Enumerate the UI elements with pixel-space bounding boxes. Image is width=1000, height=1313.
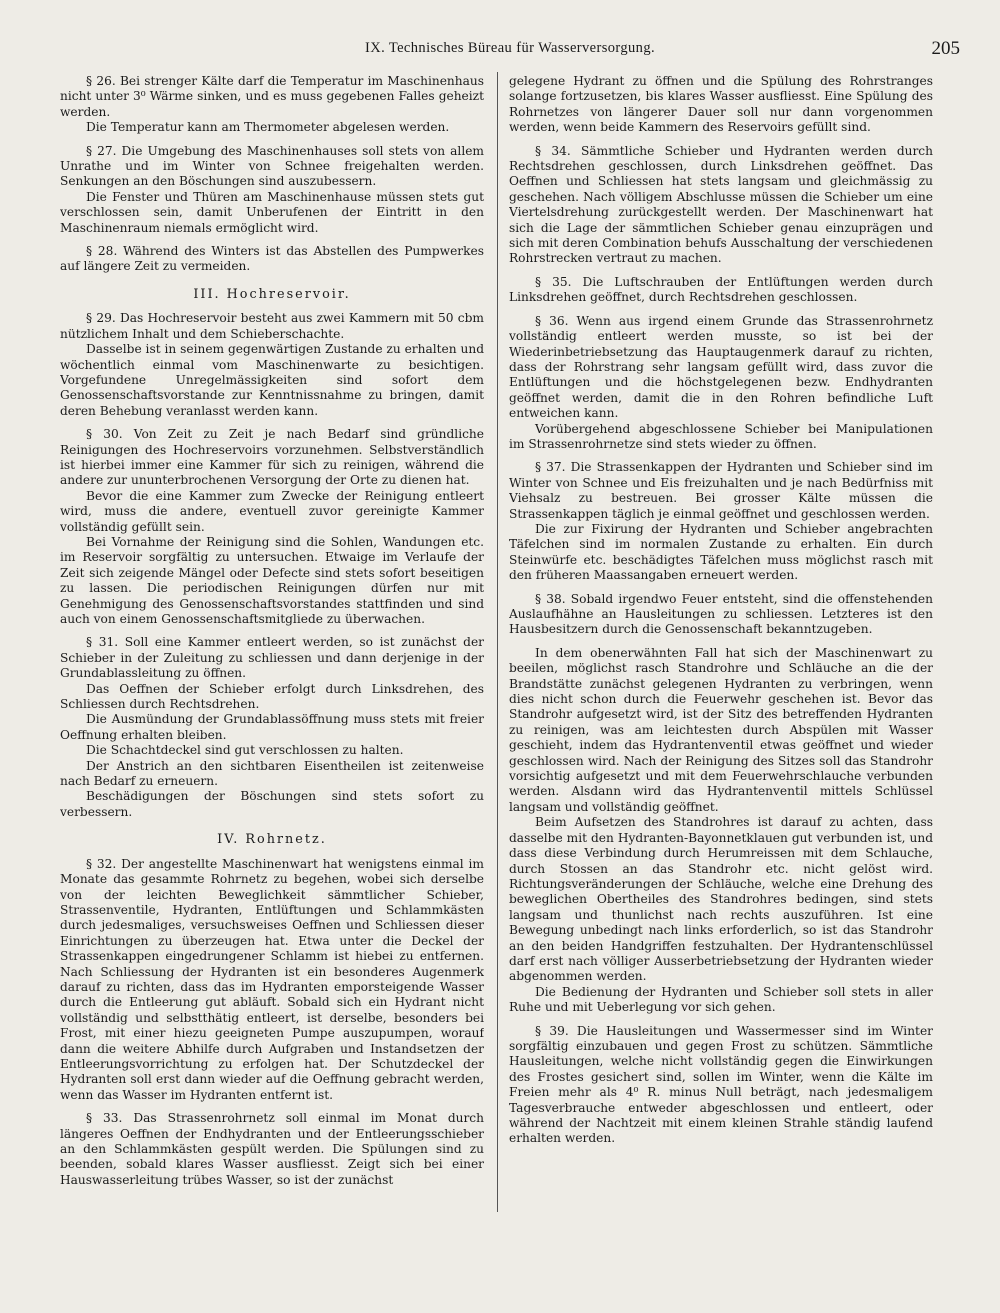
paragraph: § 31. Soll eine Kammer entleert werden, so ist zunächst der Schieber in der Zuleitung zu schliessen und dann derjenige in der Grundablassleitung zu öffnen. <box>60 635 484 681</box>
paragraph: § 30. Von Zeit zu Zeit je nach Bedarf sind gründliche Reinigungen des Hochreservoirs vorzunehmen. Selbstverständlich ist hierbei immer eine Kammer für sich zu reinigen, während die andere zur ununterbrochenen Versorgung der Orte zu dienen hat. <box>60 427 484 488</box>
paragraph: Die zur Fixirung der Hydranten und Schieber angebrachten Täfelchen sind im normalen Zustande zu erhalten. Ein durch Steinwürfe etc. beschädigtes Täfelchen muss möglichst rasch mit den früheren Maassangaben erneuert werden. <box>509 521 933 583</box>
column-divider <box>497 72 498 1212</box>
paragraph: Die Ausmündung der Grundablassöffnung muss stets mit freier Oeffnung erhalten bleiben. <box>60 712 484 742</box>
paragraph: § 36. Wenn aus irgend einem Grunde das Strassenrohrnetz vollständig entleert werden musste, so ist bei der Wiederinbetriebsetzung das Hauptaugenmerk darauf zu richten, dass der Rohrstrang sehr langsam gefüllt wird, dass zuvor die Entlüftungen und die höchstgelegenen bezw. Endhydranten geöffnet werden, damit die in den Rohren befindliche Luft entweichen kann. <box>509 313 933 421</box>
paragraph: Die Temperatur kann am Thermometer abgelesen werden. <box>86 120 450 135</box>
paragraph: Bevor die eine Kammer zum Zwecke der Reinigung entleert wird, muss die andere, eventuell zuvor gereinigte Kammer vollständig gefüllt sein. <box>60 488 484 534</box>
running-header <box>60 38 960 60</box>
paragraph: gelegene Hydrant zu öffnen und die Spülung des Rohrstranges solange fortzusetzen, bis klares Wasser ausfliesst. Eine Spülung des Rohrnetzes von längerer Dauer soll nur dann vorgenommen werden, wenn beide Kammern des Reservoirs gefüllt sind. <box>509 74 933 135</box>
page-number: 205 <box>931 38 960 59</box>
paragraph: § 27. Die Umgebung des Maschinenhauses soll stets von allem Unrathe und im Winter von Schnee freigehalten werden. Senkungen an den Böschungen sind auszubessern. <box>60 143 484 189</box>
paragraph: Beim Aufsetzen des Standrohres ist darauf zu achten, dass dasselbe mit den Hydranten-Bayonnetklauen gut verbunden ist, und dass diese Verbindung durch Herumreissen mit dem Schlauche, durch Stossen an das Standrohr etc. nicht gelöst wird. Richtungsveränderungen der Schläuche, welche eine Drehung des beweglichen Obertheiles des Standrohres bedingen, sind stets langsam und thunlichst nach rechts auszuführen. Ist eine Bewegung unbedingt nach links erforderlich, so ist das Standrohr an den beiden Handgriffen festzuhalten. Der Hydrantenschlüssel darf erst nach völliger Ausserbetriebsetzung der Hydranten wieder abgenommen werden. <box>509 815 933 984</box>
paragraph: § 26. Bei strenger Kälte darf die Temperatur im Maschinenhaus nicht unter 3⁰ Wärme sinken, und es muss gegebenen Falles geheizt werden. <box>60 74 484 119</box>
paragraph: Dasselbe ist in seinem gegenwärtigen Zustande zu erhalten und wöchentlich einmal vom Maschinenwarte zu besichtigen. Vorgefundene Unregelmässigkeiten sind sofort dem Genossenschaftsvorstande zur Kenntnissnahme zu bringen, damit deren Behebung veranlasst werden kann. <box>60 342 484 418</box>
paragraph: Die Schachtdeckel sind gut verschlossen zu halten. <box>86 743 404 758</box>
paragraph: Bei Vornahme der Reinigung sind die Sohlen, Wandungen etc. im Reservoir sorgfältig zu untersuchen. Etwaige im Verlaufe der Zeit sich zeigende Mängel oder Defecte sind stets sofort beseitigen zu lassen. Die periodischen Reinigungen dürfen nur mit Genehmigung des Genossenschaftsvorstandes stattfinden und sind auch von einem Genossenschaftsmitgliede zu überwachen. <box>60 534 484 626</box>
paragraph: § 33. Das Strassenrohrnetz soll einmal im Monat durch längeres Oeffnen der Endhydranten und der Entleerungsschieber an den Schlammkästen gespült werden. Die Spülungen sind zu beenden, sobald klares Wasser ausfliesst. Zeigt sich bei einer Hauswasserleitung trübes Wasser, so ist der zunächst <box>60 1111 484 1187</box>
paragraph: § 34. Sämmtliche Schieber und Hydranten werden durch Rechtsdrehen geschlossen, durch Linksdrehen geöffnet. Das Oeffnen und Schliessen hat stets langsam und gleichmässig zu geschehen. Nach völligem Abschlusse müssen die Schieber um eine Viertelsdrehung zurückgestellt werden. Der Maschinenwart hat sich die Lage der sämmtlichen Schieber genau einzuprägen und sich mit deren Combination behufs Ausschaltung der verschiedenen Rohrstrecken vertraut zu machen. <box>509 143 933 266</box>
paragraph: § 37. Die Strassenkappen der Hydranten und Schieber sind im Winter von Schnee und Eis freizuhalten und je nach Bedürfniss mit Viehsalz zu bestreuen. Bei grosser Kälte müssen die Strassenkappen täglich je einmal geöffnet und geschlossen werden. <box>509 460 933 521</box>
paragraph: § 28. Während des Winters ist das Abstellen des Pumpwerkes auf längere Zeit zu vermeiden. <box>60 244 484 274</box>
paragraph: § 38. Sobald irgendwo Feuer entsteht, sind die offenstehenden Auslaufhähne an Hausleitungen zu schliessen. Letzteres ist den Hausbesitzern durch die Genossenschaft bekanntzugeben. <box>509 591 933 637</box>
section-heading: IV. Rohrnetz. <box>217 832 327 848</box>
paragraph: In dem obenerwähnten Fall hat sich der Maschinenwart zu beeilen, möglichst rasch Standrohre und Schläuche an die der Brandstätte zunächst gelegenen Hydranten zu verbringen, wenn dies nicht schon durch die Feuerwehr geschehen ist. Bevor das Standrohr aufgesetzt wird, ist der Sitz des betreffenden Hydranten zu reinigen, was am leichtesten durch Abspülen mit Wasser geschieht, indem das Hydrantenventil etwas geöffnet und wieder geschlossen wird. Nach der Reinigung des Sitzes soll das Standrohr vorsichtig aufgesetzt und mit dem Feuerwehrschlauche verbunden werden. Alsdann wird das Hydrantenventil mittels Schlüssel langsam und vollständig geöffnet. <box>509 645 933 814</box>
paragraph: Die Fenster und Thüren am Maschinenhause müssen stets gut verschlossen sein, damit Unberufenen der Eintritt in den Maschinenraum niemals ermöglicht wird. <box>60 189 484 235</box>
paragraph: Beschädigungen der Böschungen sind stets sofort zu verbessern. <box>60 789 484 819</box>
header-title: IX. Technisches Büreau für Wasserversorgung. <box>364 40 656 56</box>
paragraph: § 39. Die Hausleitungen und Wassermesser sind im Winter sorgfältig einzubauen und gegen Frost zu schützen. Sämmtliche Hausleitungen, welche nicht vollständig gegen die Einwirkungen des Frostes gesichert sind, sollen im Winter, wenn die Kälte im Freien mehr als 4⁰ R. minus Null beträgt, nach jedesmaligem Tagesverbrauche entweder abgeschlossen und entleert, oder während der Nachtzeit mit einem kleinen Strahle ständig laufend erhalten werden. <box>509 1023 933 1146</box>
paragraph: Vorübergehend abgeschlossene Schieber bei Manipulationen im Strassenrohrnetze sind stets wieder zu öffnen. <box>509 421 933 451</box>
paragraph: Die Bedienung der Hydranten und Schieber soll stets in aller Ruhe und mit Ueberlegung vor sich gehen. <box>509 984 933 1015</box>
paragraph: § 32. Der angestellte Maschinenwart hat wenigstens einmal im Monate das gesammte Rohrnetz zu begehen, wobei sich derselbe von der leichten Beweglichkeit sämmtlicher Schieber, Strassenventile, Hydranten, Entlüftungen und Schlammkästen durch jedesmaliges, versuchsweises Oeffnen und Schliessen dieser Einrichtungen zu überzeugen hat. Etwa unter die Deckel der Strassenkappen eingedrungener Schlamm ist hiebei zu entfernen. Nach Schliessung der Hydranten ist ein besonderes Augenmerk darauf zu richten, dass das im Hydranten emporsteigende Wasser durch die Entleerung gut abläuft. Sobald sich ein Hydrant nicht vollständig und selbstthätig entleert, ist derselbe, besonders bei Frost, mit einer hiezu geeigneten Pumpe auszupumpen, worauf dann die weitere Abhilfe durch Aufgraben und Instandsetzen der Entleerungsvorrichtung zu erfolgen hat. Der Schutzdeckel der Hydranten soll erst dann wieder auf die Oeffnung gebracht werden, wenn das Wasser im Hydranten entfernt ist. <box>60 856 484 1102</box>
paragraph: Der Anstrich an den sichtbaren Eisentheilen ist zeitenweise nach Bedarf zu erneuern. <box>60 758 484 789</box>
paragraph: § 35. Die Luftschrauben der Entlüftungen werden durch Linksdrehen geöffnet, durch Rechtsdrehen geschlossen. <box>509 274 933 305</box>
paragraph: Das Oeffnen der Schieber erfolgt durch Linksdrehen, des Schliessen durch Rechtsdrehen. <box>60 681 484 712</box>
paragraph: § 29. Das Hochreservoir besteht aus zwei Kammern mit 50 cbm nützlichem Inhalt und dem Schieberschachte. <box>60 311 484 341</box>
section-heading: III. Hochreservoir. <box>193 286 351 302</box>
left-column <box>60 74 484 1274</box>
right-column <box>509 74 933 1274</box>
